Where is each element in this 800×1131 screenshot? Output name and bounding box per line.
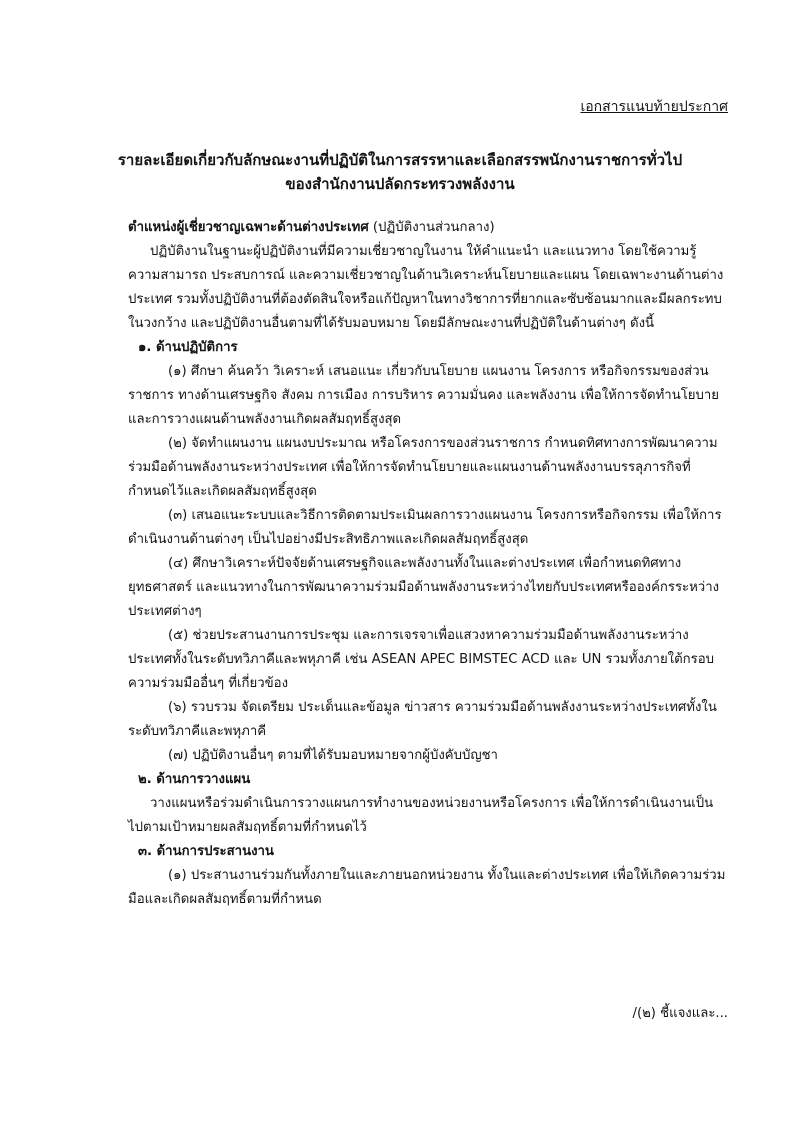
document-title-line2: ของสำนักงานปลัดกระทรวงพลังงาน (285, 175, 515, 193)
operations-item-7: (๗) ปฏิบัติงานอื่นๆ ตามที่ได้รับมอบหมายจากผู้บังคับบัญชา (168, 748, 498, 763)
position-heading (128, 216, 728, 240)
continuation-marker: /(๒) ชี้แจงและ... (632, 1006, 728, 1021)
operations-item-2: (๒) จัดทำแผนงาน แผนงบประมาณ หรือโครงการของส่วนราชการ กำหนดทิศทางการพัฒนาความร่วมมือด้านพลังงานระหว่างประเทศ เพื่อให้การจัดทำนโยบายและแผนงานด้านพลังงานบรรลุภารกิจที่กำหนดไว้และเกิดผลสัมฤทธิ์สูงสุด (128, 436, 718, 499)
section-heading-planning: ๒. ด้านการวางแผน (138, 772, 251, 787)
planning-paragraph: วางแผนหรือร่วมดำเนินการวางแผนการทำงานของหน่วยงานหรือโครงการ เพื่อให้การดำเนินงานเป็นไปตามเป้าหมายผลสัมฤทธิ์ตามที่กำหนดไว้ (128, 796, 714, 835)
section-heading-coordination: ๓. ด้านการประสานงาน (138, 844, 274, 859)
document-body (128, 216, 728, 912)
section-heading-operations: ๑. ด้านปฏิบัติการ (138, 340, 238, 355)
position-note: (ปฏิบัติงานส่วนกลาง) (368, 220, 495, 235)
operations-item-6: (๖) รวบรวม จัดเตรียม ประเด็นและข้อมูล ข่าวสาร ความร่วมมือด้านพลังงานระหว่างประเทศทั้งในระดับทวิภาคีและพหุภาคี (128, 700, 717, 739)
coordination-item-1: (๑) ประสานงานร่วมกันทั้งภายในและภายนอกหน่วยงาน ทั้งในและต่างประเทศ เพื่อให้เกิดความร่วมมือและเกิดผลสัมฤทธิ์ตามที่กำหนด (128, 868, 726, 907)
operations-item-3: (๓) เสนอแนะระบบและวิธีการติดตามประเมินผลการวางแผนงาน โครงการหรือกิจกรรม เพื่อให้การดำเนินงานด้านต่างๆ เป็นไปอย่างมีประสิทธิภาพและเกิดผลสัมฤทธิ์สูงสุด (128, 508, 722, 547)
position-name: ตำแหน่งผู้เชี่ยวชาญเฉพาะด้านต่างประเทศ (128, 220, 369, 235)
operations-item-5: (๕) ช่วยประสานงานการประชุม และการเจรจาเพื่อแสวงหาความร่วมมือด้านพลังงานระหว่างประเทศทั้งในระดับทวิภาคีและพหุภาคี เช่น ASEAN APEC BIMSTEC ACD และ UN รวมทั้งภายใต้กรอบความร่วมมืออื่นๆ ที่เกี่ยวข้อง (128, 628, 715, 691)
attachment-label: เอกสารแนบท้ายประกาศ (580, 99, 728, 115)
operations-item-4: (๔) ศึกษาวิเคราะห์ปัจจัยด้านเศรษฐกิจและพลังงานทั้งในและต่างประเทศ เพื่อกำหนดทิศทางยุทธศาสตร์ และแนวทางในการพัฒนาความร่วมมือด้านพลังงานระหว่างไทยกับประเทศหรือองค์กรระหว่างประเทศต่างๆ (128, 556, 720, 619)
intro-paragraph: ปฏิบัติงานในฐานะผู้ปฏิบัติงานที่มีความเชี่ยวชาญในงาน ให้คำแนะนำ และแนวทาง โดยใช้ความรู้ ความสามารถ ประสบการณ์ และความเชี่ยวชาญในด้านวิเคราะห์นโยบายและแผน โดยเฉพาะงานด้านต่างประเทศ รวมทั้งปฏิบัติงานที่ต้องตัดสินใจหรือแก้ปัญหาในทางวิชาการที่ยากและซับซ้อนมากและมีผลกระทบในวงกว้าง และปฏิบัติงานอื่นตามที่ได้รับมอบหมาย โดยมีลักษณะงานที่ปฏิบัติในด้านต่างๆ ดังนี้ (128, 244, 724, 331)
operations-item-1: (๑) ศึกษา ค้นคว้า วิเคราะห์ เสนอแนะ เกี่ยวกับนโยบาย แผนงาน โครงการ หรือกิจกรรมของส่วนราชการ ทางด้านเศรษฐกิจ สังคม การเมือง การบริหาร ความมั่นคง และพลังงาน เพื่อให้การจัดทำนโยบายและการวางแผนด้านพลังงานเกิดผลสัมฤทธิ์สูงสุด (128, 364, 720, 427)
document-title-line1: รายละเอียดเกี่ยวกับลักษณะงานที่ปฏิบัติในการสรรหาและเลือกสรรพนักงานราชการทั่วไป (117, 151, 683, 169)
